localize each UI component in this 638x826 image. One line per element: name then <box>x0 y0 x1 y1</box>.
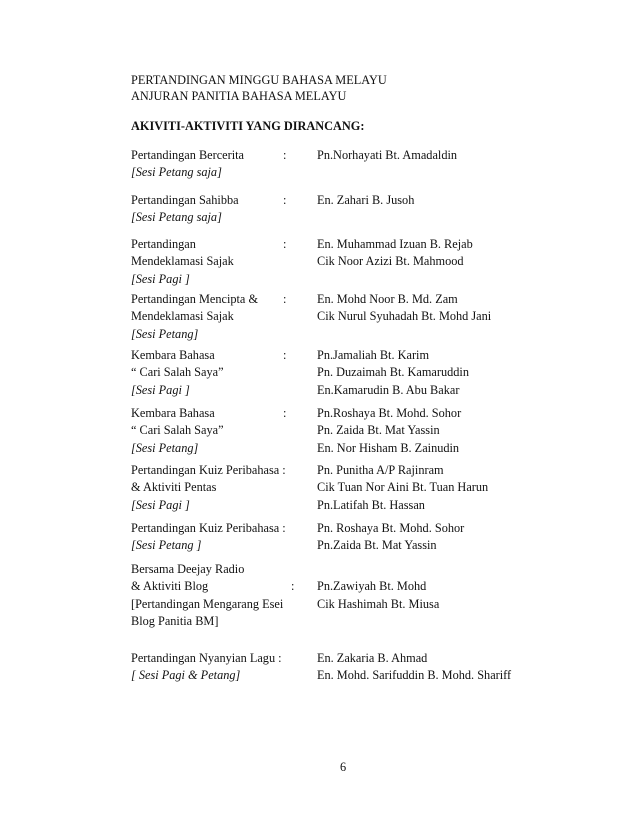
person-in-charge: Pn.Norhayati Bt. Amadaldin <box>317 148 458 162</box>
document-title-line-1: PERTANDINGAN MINGGU BAHASA MELAYU <box>131 73 387 87</box>
activity-entry-kuiz-peribahasa-petang <box>131 520 551 555</box>
session-note: [Sesi Pagi ] <box>131 271 190 286</box>
person-in-charge: Cik Hashimah Bt. Miusa <box>317 596 440 611</box>
colon-separator: : <box>283 148 287 162</box>
person-in-charge: En. Muhammad Izuan B. Rejab <box>317 237 473 251</box>
activity-entry-kembara-bahasa-pagi <box>131 347 551 399</box>
session-note: [Sesi Petang ] <box>131 538 202 553</box>
colon-separator: : <box>291 579 295 594</box>
colon-separator: : <box>283 193 287 207</box>
section-heading: AKIVITI-AKTIVITI YANG DIRANCANG: <box>131 119 365 133</box>
activity-name-continued: Mendeklamasi Sajak <box>131 309 234 324</box>
activity-name: Pertandingan Sahibba <box>131 193 239 207</box>
session-note: [Sesi Pagi ] <box>131 497 190 512</box>
activity-name: Pertandingan Kuiz Peribahasa : <box>131 521 286 535</box>
person-in-charge: Pn.Latifah Bt. Hassan <box>317 497 425 512</box>
activity-subtitle: “ Cari Salah Saya” <box>131 365 224 380</box>
session-note: [Sesi Petang saja] <box>131 210 222 225</box>
activity-name-continued: & Aktiviti Blog <box>131 579 209 594</box>
activity-name-continued: & Aktiviti Pentas <box>131 480 217 495</box>
colon-separator: : <box>283 292 287 306</box>
person-in-charge: Pn.Zaida Bt. Mat Yassin <box>317 538 437 553</box>
person-in-charge: En. Nor Hisham B. Zainudin <box>317 440 460 455</box>
activity-entry-deejay-radio-blog <box>131 561 551 630</box>
activity-entry-kembara-bahasa-petang <box>131 405 551 457</box>
person-in-charge: Pn.Jamaliah Bt. Karim <box>317 348 430 362</box>
person-in-charge: En. Mohd. Sarifuddin B. Mohd. Shariff <box>317 668 512 683</box>
person-in-charge: En.Kamarudin B. Abu Bakar <box>317 382 460 397</box>
session-note: [Sesi Petang saja] <box>131 165 222 180</box>
person-in-charge: Pn.Zawiyah Bt. Mohd <box>317 579 427 594</box>
activity-subtitle: “ Cari Salah Saya” <box>131 423 224 438</box>
person-in-charge: Pn. Duzaimah Bt. Kamaruddin <box>317 365 469 380</box>
person-in-charge: Pn. Roshaya Bt. Mohd. Sohor <box>317 521 465 535</box>
session-note: [Sesi Petang] <box>131 326 199 341</box>
activity-entry-deklamasi-sajak-pagi <box>131 236 551 288</box>
activity-entry-kuiz-peribahasa-pagi <box>131 462 551 514</box>
activity-name: Bersama Deejay Radio <box>131 562 245 576</box>
person-in-charge: Cik Tuan Nor Aini Bt. Tuan Harun <box>317 480 489 495</box>
document-title-line-2: ANJURAN PANITIA BAHASA MELAYU <box>131 89 347 103</box>
activity-name: Pertandingan Mencipta & <box>131 292 259 306</box>
activity-entry-sahibba <box>131 192 551 227</box>
page-number: 6 <box>340 760 347 774</box>
person-in-charge: En. Zahari B. Jusoh <box>317 193 415 207</box>
person-in-charge: En. Zakaria B. Ahmad <box>317 651 428 665</box>
session-note: [ Sesi Pagi & Petang] <box>131 668 241 683</box>
person-in-charge: Cik Nurul Syuhadah Bt. Mohd Jani <box>317 309 492 324</box>
activity-name-continued: Blog Panitia BM] <box>131 613 219 628</box>
colon-separator: : <box>283 406 287 420</box>
person-in-charge: Pn. Punitha A/P Rajinram <box>317 463 444 477</box>
activity-name: Pertandingan Nyanyian Lagu : <box>131 651 282 665</box>
activity-name-continued: Mendeklamasi Sajak <box>131 254 234 269</box>
activity-entry-bercerita <box>131 147 551 182</box>
person-in-charge: Pn. Zaida Bt. Mat Yassin <box>317 423 440 438</box>
activity-name-continued: [Pertandingan Mengarang Esei <box>131 596 284 611</box>
activity-name: Kembara Bahasa <box>131 348 215 362</box>
activity-name: Kembara Bahasa <box>131 406 215 420</box>
session-note: [Sesi Pagi ] <box>131 382 190 397</box>
activity-name: Pertandingan Kuiz Peribahasa : <box>131 463 286 477</box>
person-in-charge: Pn.Roshaya Bt. Mohd. Sohor <box>317 406 462 420</box>
session-note: [Sesi Petang] <box>131 440 199 455</box>
activity-name: Pertandingan <box>131 237 196 251</box>
colon-separator: : <box>283 348 287 362</box>
colon-separator: : <box>283 237 287 251</box>
activity-entry-mencipta-sajak-petang <box>131 291 551 343</box>
person-in-charge: Cik Noor Azizi Bt. Mahmood <box>317 254 464 269</box>
activity-entry-nyanyian-lagu <box>131 650 551 685</box>
person-in-charge: En. Mohd Noor B. Md. Zam <box>317 292 458 306</box>
activity-name: Pertandingan Bercerita <box>131 148 245 162</box>
